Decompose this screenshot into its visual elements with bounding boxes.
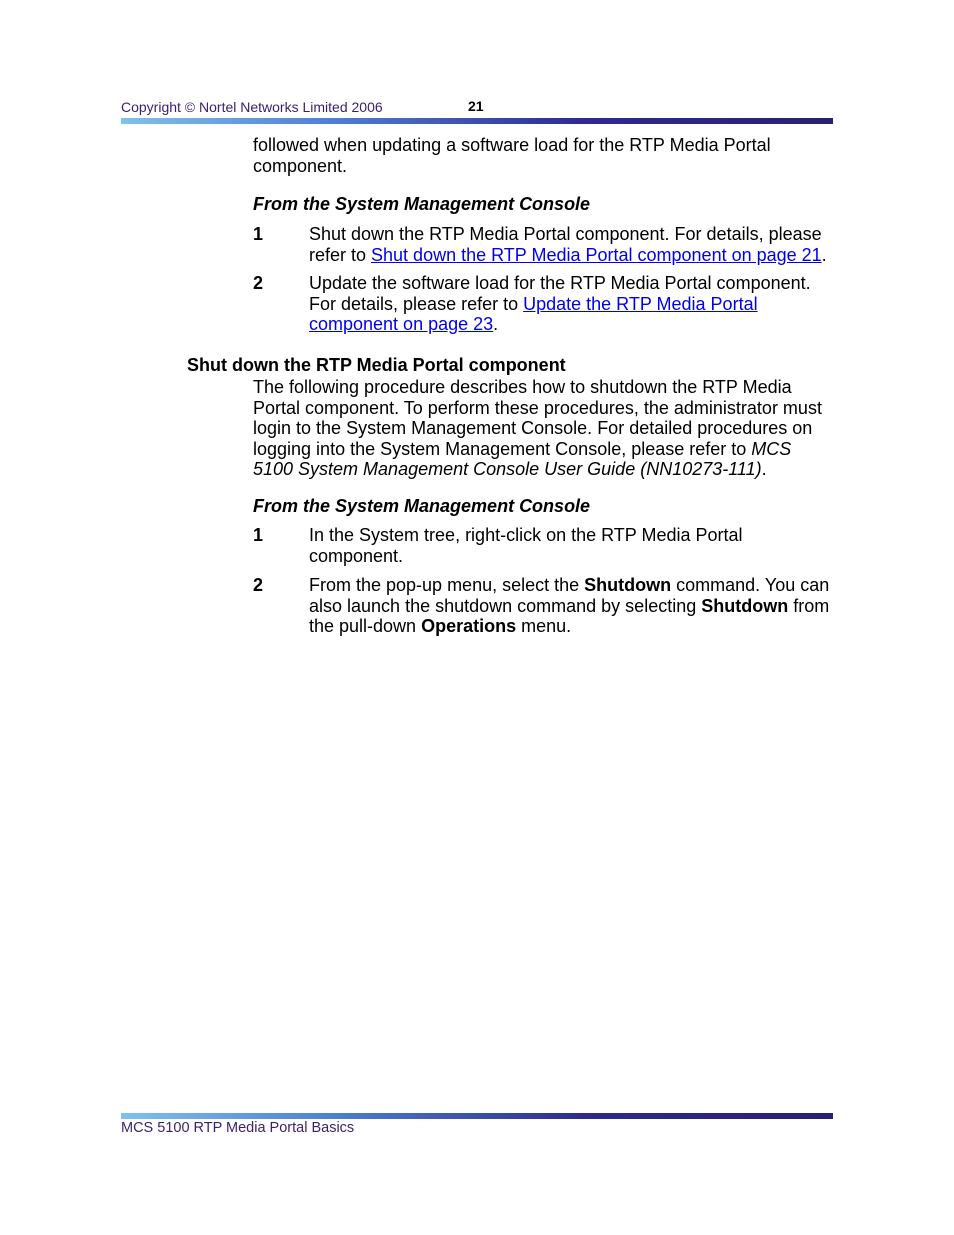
step-text-part: command. You can also launch the shutdown command by selecting	[309, 575, 830, 616]
step-number: 2	[253, 273, 264, 293]
link-shut-down-component[interactable]: Shut down the RTP Media Portal component on page 21	[371, 244, 822, 265]
section-heading: Shut down the RTP Media Portal component	[187, 355, 566, 375]
header-copyright: Copyright © Nortel Networks Limited 2006	[121, 99, 383, 115]
subheading-smc-1: From the System Management Console	[253, 194, 591, 214]
step-text-part: From the pop-up menu, select the	[309, 575, 585, 595]
step-text-part: from the pull-down	[309, 595, 830, 636]
step-number: 1	[253, 224, 264, 244]
step-text-pre: Shut down the RTP Media Portal component. For details, please refer to	[309, 224, 822, 265]
step-text-post: .	[493, 314, 499, 334]
header-rule	[121, 118, 833, 124]
shutdown-command: Shutdown	[584, 575, 672, 595]
step-text	[309, 224, 834, 265]
section-paragraph	[253, 377, 833, 480]
step-text-pre: Update the software load for the RTP Media Portal component. For details, please refer to	[309, 273, 811, 314]
step-number: 2	[253, 575, 264, 595]
step-text: In the System tree, right-click on the RTP Media Portal component.	[309, 525, 743, 566]
paragraph-text: The following procedure describes how to shutdown the RTP Media Portal component. To perform these procedures, the administrator must login to the System Management Console. For detailed procedures on logging into the System Management Console, please refer to	[253, 377, 822, 459]
step-number: 1	[253, 525, 264, 545]
page-number: 21	[468, 98, 484, 114]
step-text	[309, 575, 837, 637]
paragraph-end: .	[761, 459, 767, 479]
footer-title: MCS 5100 RTP Media Portal Basics	[121, 1120, 355, 1136]
subheading-smc-2: From the System Management Console	[253, 496, 591, 516]
shutdown-command: Shutdown	[701, 595, 789, 616]
link-update-component[interactable]: Update the RTP Media Portal component on page 23	[309, 293, 758, 334]
guide-title: MCS 5100 System Management Console User Guide (NN10273-111)	[253, 438, 792, 479]
step-text	[309, 273, 839, 335]
intro-paragraph: followed when updating a software load for the RTP Media Portal component.	[253, 135, 771, 176]
step-text-part: menu.	[516, 616, 572, 636]
step-text-post: .	[821, 244, 827, 265]
operations-menu: Operations	[421, 616, 517, 636]
footer-rule	[121, 1113, 833, 1119]
